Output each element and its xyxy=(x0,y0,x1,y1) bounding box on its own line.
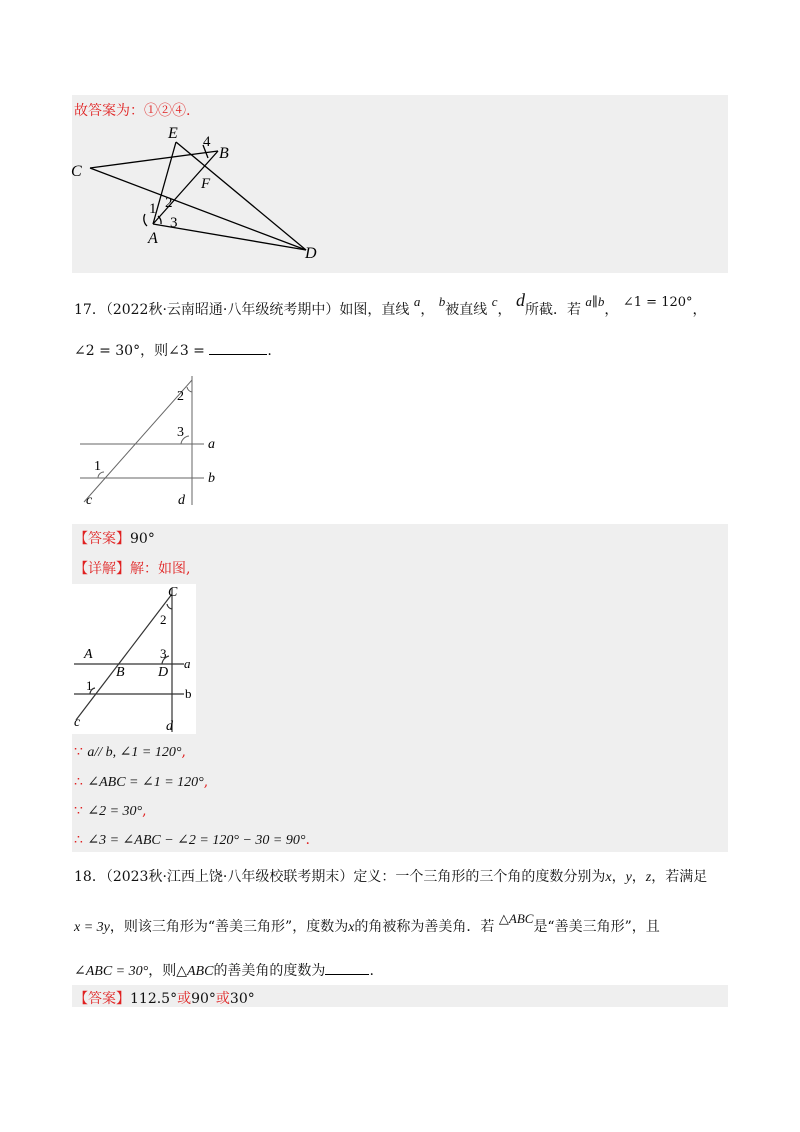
label-B: B xyxy=(116,665,125,680)
label-2: 2 xyxy=(165,195,173,211)
punct: , xyxy=(203,774,209,790)
text: 定义：一个三角形的三个角的度数分别为 xyxy=(353,869,606,885)
text: 的善美角的度数为 xyxy=(213,963,326,979)
var-z: z xyxy=(645,870,652,885)
question-source: （2022秋·云南昭通·八年级统考期中） xyxy=(105,302,340,318)
label-2: 2 xyxy=(177,389,184,404)
text: 是“善美三角形”，且 xyxy=(533,919,660,935)
detail-text: 解：如图, xyxy=(130,561,191,577)
proof-line-4 xyxy=(74,832,310,849)
text: ， xyxy=(631,869,646,885)
var-b: b xyxy=(438,294,446,309)
text: ，则该三角形为“善美三角形”，度数为 xyxy=(109,919,349,935)
label-c: c xyxy=(86,493,93,508)
label-2: 2 xyxy=(160,612,167,627)
angle-2-expr: ∠2 = 30° xyxy=(74,343,141,359)
angle-1-expr: ∠1 = 120° xyxy=(622,295,693,310)
proof-line-1 xyxy=(74,744,186,761)
label-3: 3 xyxy=(177,425,184,440)
proof-expr: ∠3 = ∠ABC − ∠2 = 120° − 30 = 90° xyxy=(87,833,306,848)
text: ，若满足 xyxy=(651,869,708,885)
var-y: y xyxy=(625,870,632,885)
answer-value-3: 30° xyxy=(229,991,255,1007)
label-1: 1 xyxy=(94,459,101,474)
label-A: A xyxy=(148,230,158,247)
question-18-line-2 xyxy=(74,911,660,936)
answer-tag: 【答案】 xyxy=(74,531,130,547)
label-B: B xyxy=(219,145,229,162)
answer-blank xyxy=(325,974,369,975)
label-b: b xyxy=(208,471,215,486)
condition-expr: x = 3y xyxy=(74,920,110,935)
label-3: 3 xyxy=(170,215,178,231)
text: 如图，直线 xyxy=(339,302,410,318)
punct: , xyxy=(142,803,147,819)
detail-17-line xyxy=(74,558,190,578)
text: ， xyxy=(692,302,707,318)
triangle-expr: △ABC xyxy=(498,911,534,926)
var-a: a xyxy=(413,294,421,309)
label-1: 1 xyxy=(149,201,157,217)
or-word: 或 xyxy=(215,991,230,1007)
therefore-symbol: ∴ xyxy=(74,832,83,848)
var-x: x xyxy=(605,870,612,885)
question-number: 18． xyxy=(74,869,106,885)
answer-blank xyxy=(209,354,267,355)
label-D: D xyxy=(305,245,317,262)
label-4: 4 xyxy=(203,134,211,150)
answer-17-line xyxy=(74,528,155,548)
question-17-line-2 xyxy=(74,340,272,360)
answer-18-line xyxy=(74,988,255,1008)
label-d: d xyxy=(178,493,185,508)
text: ， xyxy=(604,302,619,318)
punct: , xyxy=(181,744,186,760)
label-b: b xyxy=(185,686,192,701)
answer-value-1: 112.5° xyxy=(130,991,178,1007)
therefore-symbol: ∴ xyxy=(74,774,83,790)
label-a: a xyxy=(208,437,215,452)
label-3: 3 xyxy=(160,646,167,661)
proof-expr: a// b, ∠1 = 120° xyxy=(87,745,182,760)
triangle-expr-2: △ABC xyxy=(176,964,214,979)
question-17-line-1 xyxy=(74,290,707,319)
punct: . xyxy=(305,832,310,848)
label-F: F xyxy=(201,176,211,192)
angle-3-expr: ∠3 = xyxy=(168,343,205,359)
text: . xyxy=(267,343,272,359)
text: ，则 xyxy=(140,343,169,359)
figure-17 xyxy=(72,370,232,510)
angle-expr: ∠ABC = 30° xyxy=(74,964,149,979)
label-1: 1 xyxy=(86,678,93,693)
label-E: E xyxy=(168,125,178,142)
label-d: d xyxy=(166,719,173,734)
because-symbol: ∵ xyxy=(74,744,83,760)
question-number: 17． xyxy=(74,302,106,318)
text: ， xyxy=(420,302,435,318)
text: ， xyxy=(497,302,512,318)
var-x2: x xyxy=(348,920,355,935)
proof-line-2 xyxy=(74,774,208,791)
answer-value-2: 90° xyxy=(191,991,216,1007)
var-d: d xyxy=(515,290,525,310)
text: ， xyxy=(611,869,626,885)
detail-tag: 【详解】 xyxy=(74,561,130,577)
text: 所截．若 xyxy=(524,302,581,318)
answer-line-16: 故答案为：①②④. xyxy=(74,103,191,119)
question-18-line-3 xyxy=(74,960,374,980)
var-c: c xyxy=(491,294,498,309)
text: ，则 xyxy=(148,963,177,979)
label-C: C xyxy=(168,585,178,600)
proof-expr: ∠ABC = ∠1 = 120° xyxy=(87,775,204,790)
figure-17-detail xyxy=(72,584,196,734)
label-D: D xyxy=(158,665,169,680)
or-word: 或 xyxy=(177,991,192,1007)
question-18-line-1 xyxy=(74,866,707,886)
answer-tag: 【答案】 xyxy=(74,991,130,1007)
because-symbol: ∵ xyxy=(74,803,83,819)
answer-value: 90° xyxy=(130,531,155,547)
figure-16 xyxy=(68,110,368,280)
question-source: （2023秋·江西上饶·八年级校联考期末） xyxy=(105,869,354,885)
proof-expr: ∠2 = 30° xyxy=(87,804,143,819)
text: 被直线 xyxy=(445,302,488,318)
proof-line-3 xyxy=(74,803,147,820)
label-a: a xyxy=(184,656,191,671)
parallel-expr: a∥b xyxy=(585,294,605,309)
label-C: C xyxy=(71,163,82,180)
label-c: c xyxy=(74,715,81,730)
text: . xyxy=(369,963,374,979)
text: 的角被称为善美角．若 xyxy=(354,919,495,935)
label-A: A xyxy=(84,647,93,662)
